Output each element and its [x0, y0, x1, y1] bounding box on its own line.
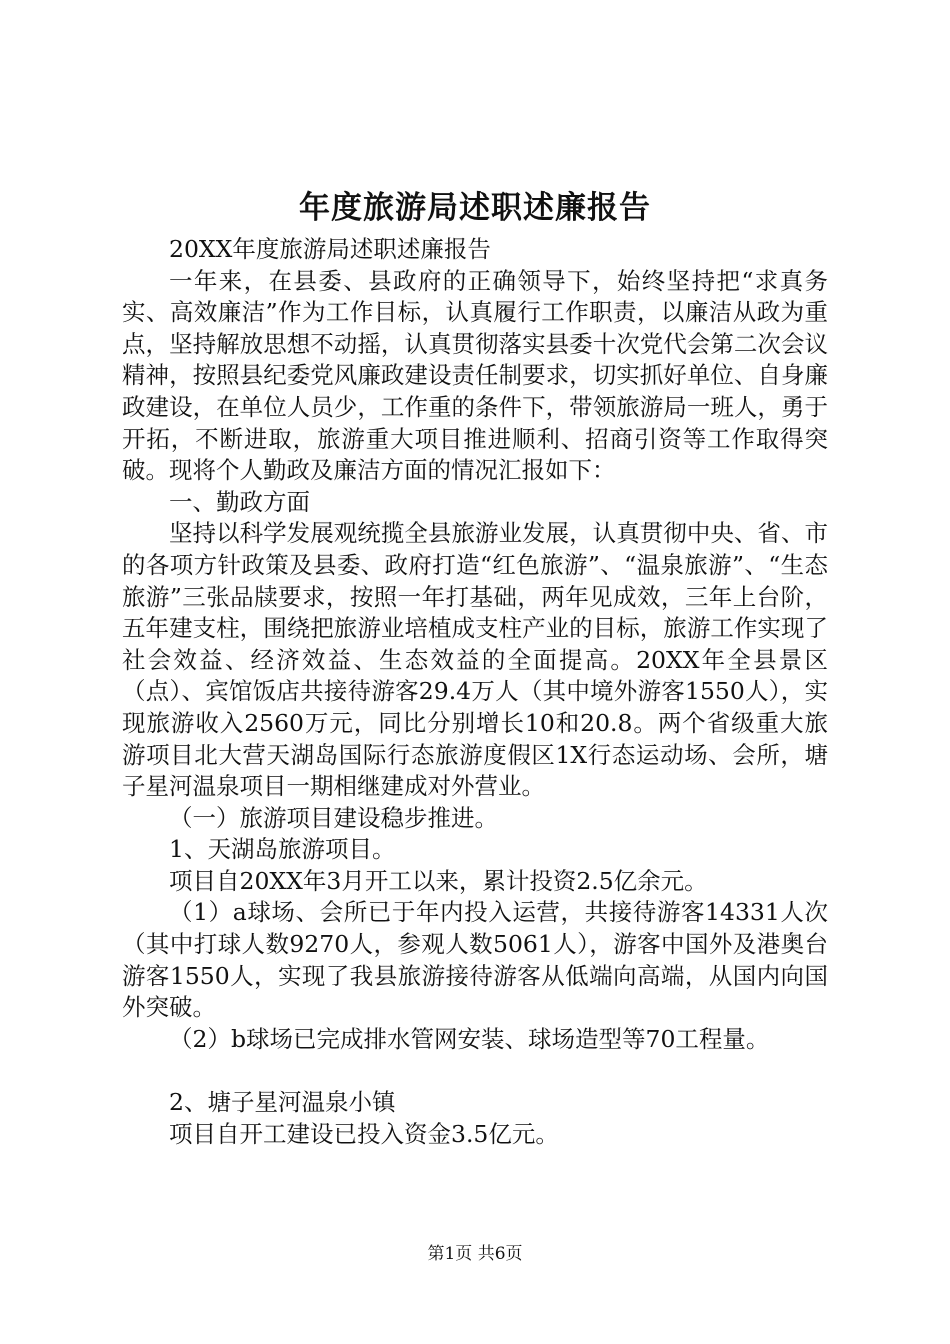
paragraph-tangzi-investment: 项目自开工建设已投入资金3.5亿元。 — [169, 1119, 559, 1148]
document-body — [122, 234, 828, 1150]
page-footer: 第1页 共6页 — [427, 1244, 523, 1264]
paragraph-tianhu-investment: 项目自20XX年3月开工以来，累计投资2.5亿余元。 — [169, 866, 708, 895]
paragraph-development: 坚持以科学发展观统揽全县旅游业发展，认真贯彻中央、省、市的各项方针政策及县委、政府打造“红色旅游”、“温泉旅游”、“生态旅游”三张品牍要求，按照一年打基础，两年见成效，三年上台阶，五年建支柱，围绕把旅游业培植成支柱产业的目标，旅游工作实现了社会效益、经济效益、生态效益的全面提高。20XX年全县景区（点）、宾馆饭店共接待游客29.4万人（其中境外游客1550人），实现旅游收入2560万元，同比分别增长10和20.8。两个省级重大旅游项目北大营天湖岛国际行态旅游度假区1X行态运动场、会所，塘子星河温泉项目一期相继建成对外营业。 — [122, 519, 828, 801]
document-title: 年度旅游局述职述廉报告 — [299, 190, 651, 226]
paragraph-a-course: （1）a球场、会所已于年内投入运营，共接待游客14331人次（其中打球人数9270人，参观人数5061人），游客中国外及港奥台游客1550人，实现了我县旅游接待游客从低端向高端，从国内向国外突破。 — [122, 898, 828, 1022]
paragraph-tianhu-project: 1、天湖岛旅游项目。 — [169, 835, 396, 864]
paragraph-tangzi-town: 2、塘子星河温泉小镇 — [169, 1088, 396, 1117]
paragraph-b-course: （2）b球场已完成排水管网安装、球场造型等70工程量。 — [169, 1024, 770, 1053]
paragraph-heading-diligence: 一、勤政方面 — [169, 487, 310, 516]
paragraph-intro: 一年来，在县委、县政府的正确领导下，始终坚持把“求真务实、高效廉洁”作为工作目标，认真履行工作职责，以廉洁从政为重点，坚持解放思想不动摇，认真贯彻落实县委十次党代会第二次会议精神，按照县纪委党风廉政建设责任制要求，切实抓好单位、自身廉政建设，在单位人员少，工作重的条件下，带领旅游局一班人，勇于开拓，不断进取，旅游重大项目推进顺利、招商引资等工作取得突破。现将个人勤政及廉洁方面的情况汇报如下： — [122, 266, 828, 485]
paragraph-heading-projects: （一）旅游项目建设稳步推进。 — [169, 803, 498, 832]
paragraph-subtitle: 20XX年度旅游局述职述廉报告 — [169, 235, 491, 263]
paragraph-blank — [122, 1055, 828, 1087]
